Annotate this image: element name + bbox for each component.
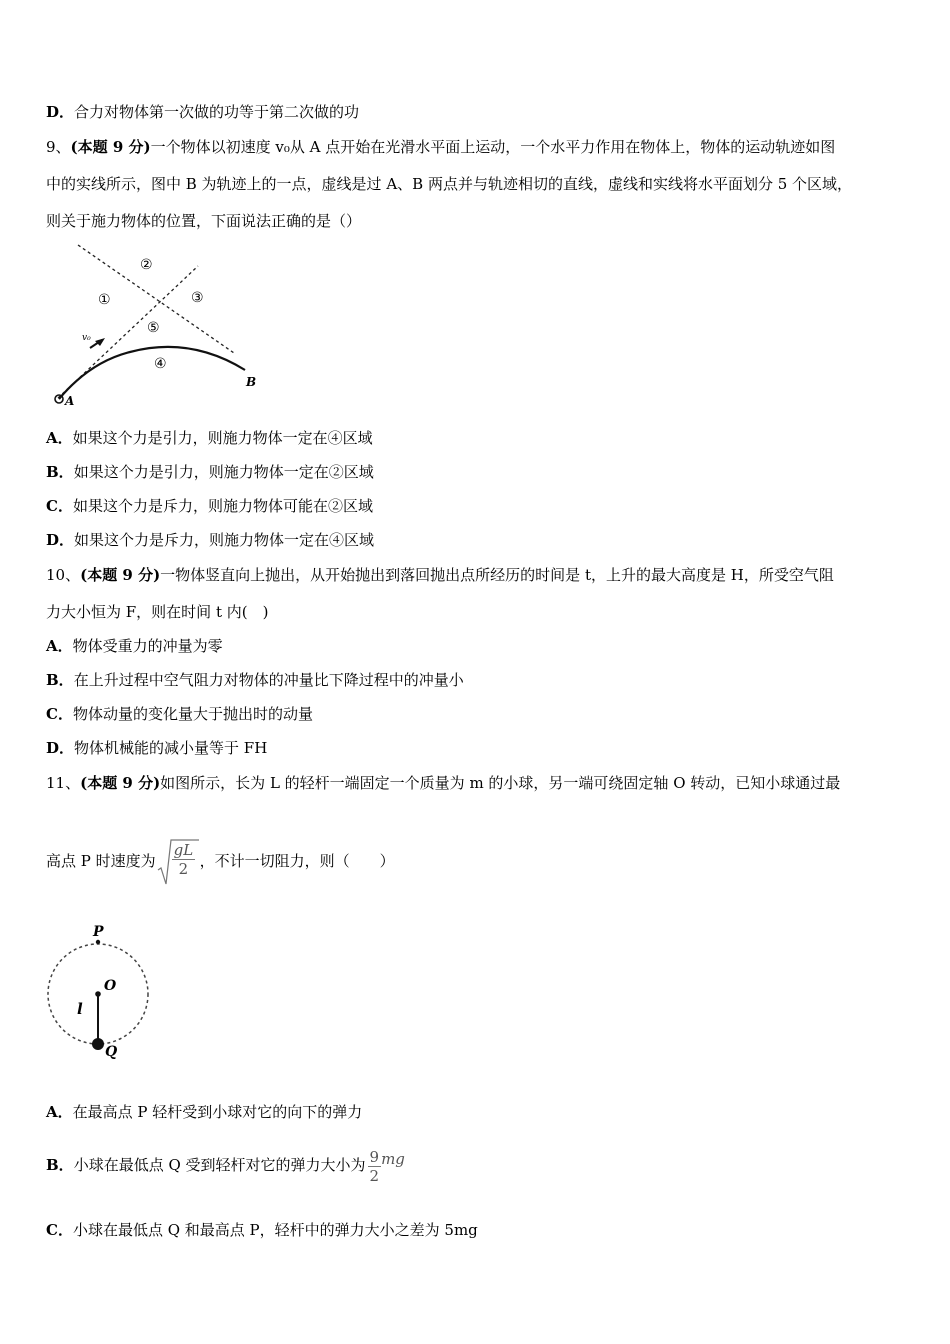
label-q: Q xyxy=(105,1044,118,1060)
option-label: D． xyxy=(46,531,75,549)
option-text: 如果这个力是引力，则施力物体一定在④区域 xyxy=(72,429,373,447)
q10-option-d xyxy=(46,738,267,758)
option-text: 如果这个力是斥力，则施力物体可能在②区域 xyxy=(72,497,373,515)
label-p: P xyxy=(93,924,104,940)
label-l: l xyxy=(77,1000,83,1018)
question-text: 一物体竖直向上抛出，从开始抛出到落回抛出点所经历的时间是 t，上升的最大高度是 H，所受空气阻 xyxy=(160,566,834,584)
region-2: ② xyxy=(140,257,153,273)
q10-option-c xyxy=(46,704,313,724)
q9-option-a xyxy=(46,428,373,448)
option-text: 小球在最低点 Q 和最高点 P，轻杆中的弹力大小之差为 5mg xyxy=(72,1221,478,1239)
q11-option-c xyxy=(46,1220,478,1240)
label-v0: v₀ xyxy=(82,333,91,343)
q9-option-d xyxy=(46,530,374,550)
option-label: C． xyxy=(46,705,73,723)
unit-mg: mg xyxy=(381,1150,405,1168)
region-1: ① xyxy=(98,292,111,308)
label-o: O xyxy=(104,978,117,994)
option-label: B． xyxy=(46,671,74,689)
question-text: 如图所示，长为 L 的轻杆一端固定一个质量为 m 的小球，另一端可绕固定轴 O 转动，已知小球通过最 xyxy=(160,774,841,792)
option-text: 在最高点 P 轻杆受到小球对它的向下的弹力 xyxy=(72,1103,363,1121)
region-4: ④ xyxy=(154,356,167,372)
region-3: ③ xyxy=(191,290,204,306)
q10-stem-line-1 xyxy=(46,565,834,585)
ball-q xyxy=(92,1038,104,1050)
option-label: B． xyxy=(46,1156,74,1174)
fraction-numerator: gL xyxy=(173,841,194,859)
q11-option-b xyxy=(46,1136,405,1185)
label-a: A xyxy=(65,394,75,408)
question-score: (本题 9 分) xyxy=(80,566,161,584)
question-number: 10、 xyxy=(46,566,81,584)
option-label: D． xyxy=(46,739,75,757)
fraction-numerator: 9 xyxy=(369,1147,380,1166)
q10-option-b xyxy=(46,670,464,690)
option-text: 如果这个力是引力，则施力物体一定在②区域 xyxy=(73,463,374,481)
q9-option-c xyxy=(46,496,373,516)
option-text: 在上升过程中空气阻力对物体的冲量比下降过程中的冲量小 xyxy=(73,671,464,689)
fraction-9-over-2 xyxy=(368,1148,382,1185)
option-text: 物体受重力的冲量为零 xyxy=(72,637,223,655)
question-score: (本题 9 分) xyxy=(70,138,151,156)
option-text: 如果这个力是斥力，则施力物体一定在④区域 xyxy=(74,531,375,549)
question-text: 一个物体以初速度 v₀从 A 点开始在光滑水平面上运动，一个水平力作用在物体上，物体的运动轨迹如图 xyxy=(150,138,836,156)
label-b: B xyxy=(246,375,257,389)
trajectory-curve xyxy=(59,347,245,399)
option-text: 物体机械能的减小量等于 FH xyxy=(74,739,268,757)
q9-option-b xyxy=(46,462,374,482)
fraction-denominator: 2 xyxy=(369,1166,380,1185)
option-label: D． xyxy=(46,103,75,121)
option-text: 合力对物体第一次做的功等于第二次做的功 xyxy=(74,103,360,121)
option-label: C． xyxy=(46,497,73,515)
q10-option-a xyxy=(46,636,223,656)
q11-stem-line-1 xyxy=(46,773,840,793)
region-5: ⑤ xyxy=(147,320,160,336)
q9-stem-line-1 xyxy=(46,137,835,157)
q11-stem-line-2 xyxy=(46,836,395,886)
q11-circle-figure xyxy=(40,918,160,1064)
q9-stem-line-2: 中的实线所示，图中 B 为轨迹上的一点，虚线是过 A、B 两点并与轨迹相切的直线，虚线和实线将水平面划分 5 个区域， xyxy=(46,175,853,193)
q9-stem-line-3: 则关于施力物体的位置，下面说法正确的是（） xyxy=(46,212,362,230)
point-p xyxy=(96,940,100,944)
option-label: A． xyxy=(46,429,73,447)
sqrt-expression xyxy=(156,838,200,886)
option-label: A． xyxy=(46,637,73,655)
option-label: B． xyxy=(46,463,74,481)
question-text: ，不计一切阻力，则（ ） xyxy=(199,852,395,870)
question-score: (本题 9 分) xyxy=(80,774,161,792)
option-label: C． xyxy=(46,1221,73,1239)
q8-option-d xyxy=(46,102,359,122)
fraction-denominator: 2 xyxy=(178,860,189,878)
question-number: 9、 xyxy=(46,138,71,156)
question-text: 高点 P 时速度为 xyxy=(46,852,156,870)
option-label: A． xyxy=(46,1103,73,1121)
sqrt-fraction xyxy=(172,841,196,878)
option-text: 小球在最低点 Q 受到轻杆对它的弹力大小为 xyxy=(73,1156,366,1174)
q10-stem-line-2: 力大小恒为 F，则在时间 t 内( ) xyxy=(46,603,269,621)
q9-trajectory-figure xyxy=(50,240,270,412)
q11-option-a xyxy=(46,1102,362,1122)
question-number: 11、 xyxy=(46,774,81,792)
option-text: 物体动量的变化量大于抛出时的动量 xyxy=(72,705,313,723)
